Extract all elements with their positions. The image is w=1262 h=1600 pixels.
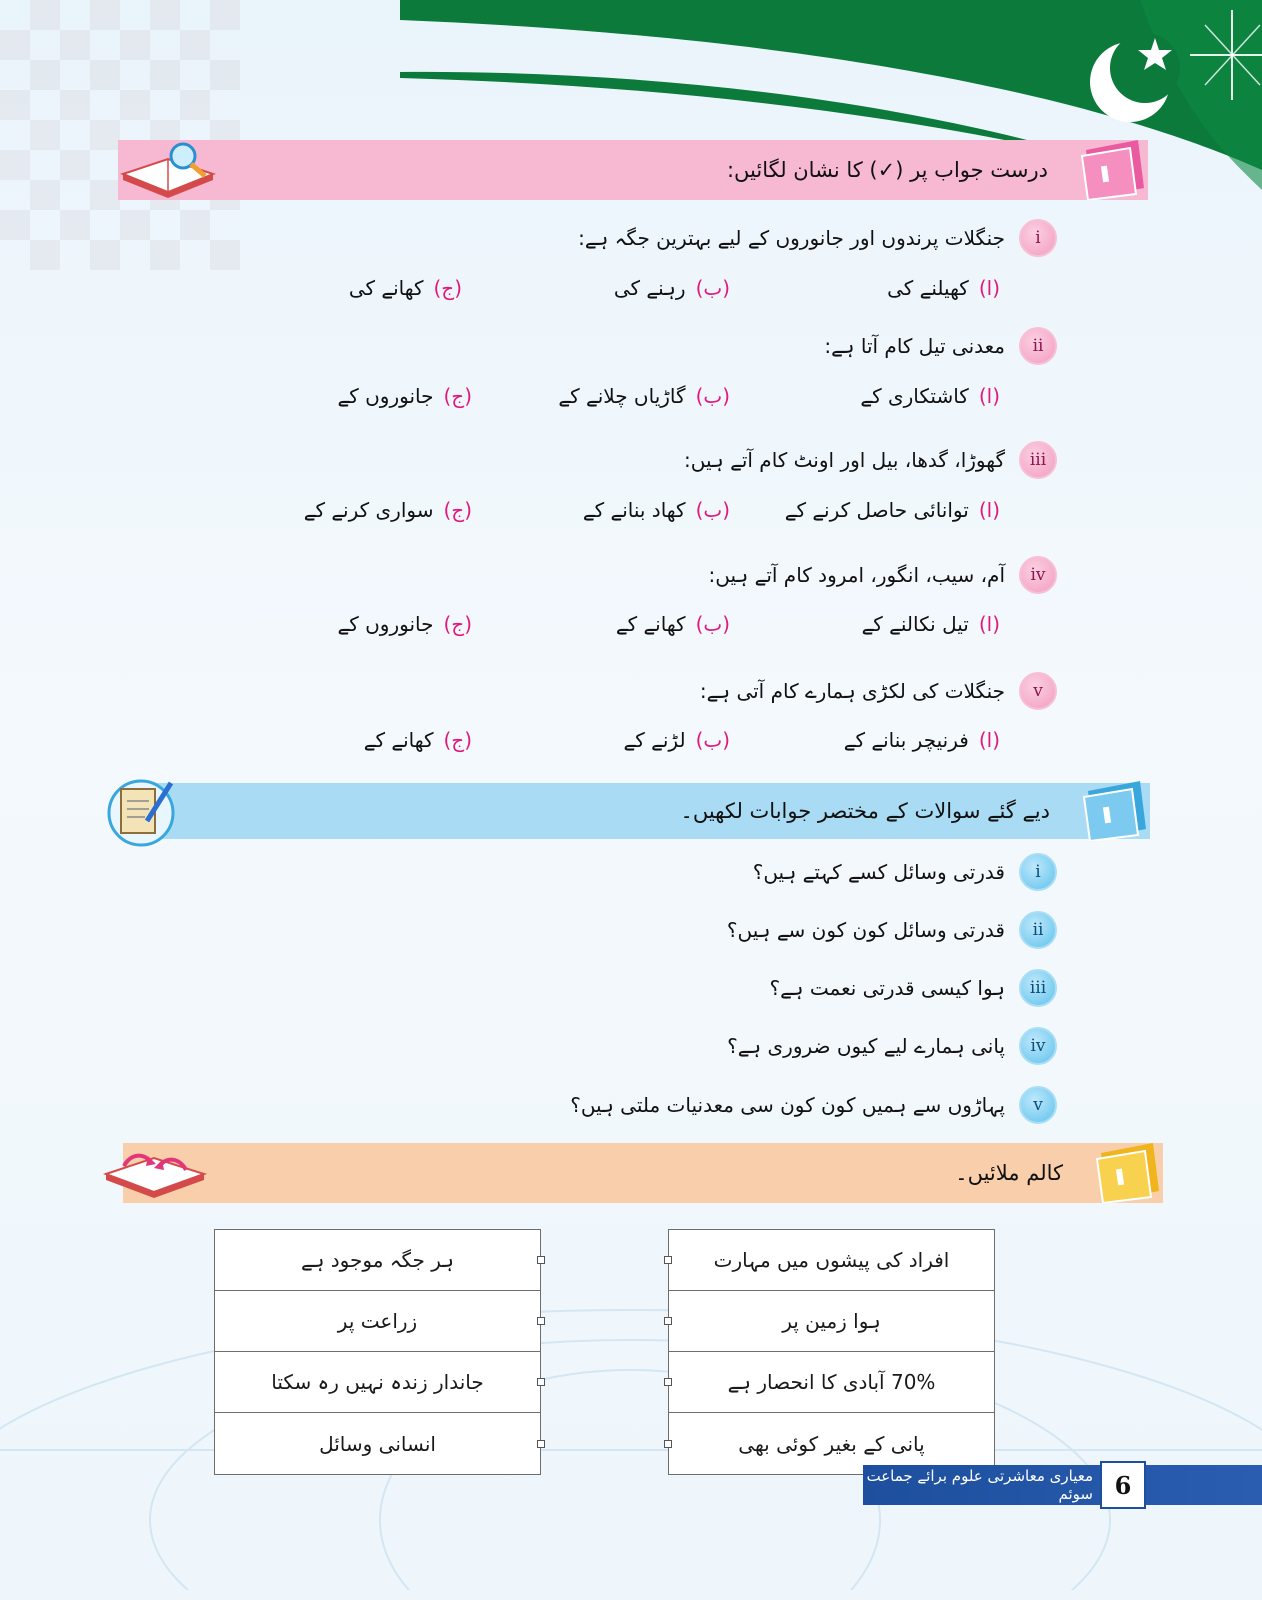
option-a[interactable] [844, 728, 1000, 752]
option-a[interactable] [860, 384, 1000, 408]
folder-icon [1078, 136, 1148, 200]
question-number-badge: iii [1019, 441, 1057, 479]
question-text: پہاڑوں سے ہمیں کون کون سی معدنیات ملتی ہیں؟ [570, 1093, 1005, 1117]
option-letter: (ب) [695, 498, 730, 522]
match-item[interactable] [669, 1291, 994, 1352]
match-item[interactable] [215, 1291, 540, 1352]
option-letter: (ج) [443, 498, 472, 522]
option-b[interactable] [614, 276, 730, 300]
globe-lines-decoration [0, 1190, 1262, 1590]
option-letter: (ا) [978, 728, 1000, 752]
option-letter: (ج) [433, 276, 462, 300]
question-text: گھوڑا، گدھا، بیل اور اونٹ کام آتے ہیں: [684, 448, 1005, 472]
option-letter: (ب) [695, 384, 730, 408]
option-text: فرنیچر بنانے کے [843, 728, 969, 752]
option-text: کاشتکاری کے [860, 384, 969, 408]
match-connector[interactable] [664, 1317, 672, 1325]
option-text: کھانے کی [348, 276, 424, 300]
option-b[interactable] [616, 612, 730, 636]
match-connector[interactable] [537, 1256, 545, 1264]
match-left-column [214, 1229, 541, 1475]
option-a[interactable] [862, 612, 1000, 636]
folder-icon [1093, 1139, 1163, 1203]
match-item[interactable] [669, 1230, 994, 1291]
short-question [727, 1027, 1057, 1065]
match-connector[interactable] [664, 1378, 672, 1386]
option-b[interactable] [558, 384, 730, 408]
question-text: آم، سیب، انگور، امرود کام آتے ہیں: [708, 563, 1005, 587]
question-number-badge: ii [1019, 911, 1057, 949]
match-item-text: ہر جگہ موجود ہے [300, 1248, 455, 1272]
short-question [570, 1086, 1057, 1124]
match-item[interactable] [215, 1352, 540, 1413]
question-text: جنگلات کی لکڑی ہمارے کام آتی ہے: [699, 679, 1005, 703]
book-magnifier-icon [113, 134, 223, 204]
option-a[interactable] [887, 276, 1000, 300]
option-letter: (ب) [695, 728, 730, 752]
section1-banner [118, 140, 1148, 200]
question-number-badge: iii [1019, 969, 1057, 1007]
section2-title: دیے گئے سوالات کے مختصر جوابات لکھیں۔ [680, 799, 1050, 823]
match-connector[interactable] [537, 1317, 545, 1325]
question-number-badge: i [1019, 853, 1057, 891]
short-question [727, 911, 1057, 949]
mcq-question [684, 441, 1057, 479]
question-number-badge: iv [1019, 1027, 1057, 1065]
option-text: جانوروں کے [337, 384, 434, 408]
option-letter: (ب) [695, 612, 730, 636]
match-connector[interactable] [537, 1440, 545, 1448]
option-b[interactable] [624, 728, 730, 752]
match-item[interactable] [669, 1352, 994, 1413]
book-arrows-icon [100, 1136, 212, 1202]
match-connector[interactable] [664, 1440, 672, 1448]
option-text: کھانے کے [363, 728, 434, 752]
option-text: کھیلنے کی [887, 276, 969, 300]
option-c[interactable] [349, 276, 462, 300]
section3-title: کالم ملائیں۔ [955, 1161, 1063, 1185]
option-text: رہنے کی [613, 276, 686, 300]
option-text: کھانے کے [615, 612, 686, 636]
question-text: قدرتی وسائل کسے کہتے ہیں؟ [752, 860, 1005, 884]
mcq-question [824, 327, 1057, 365]
question-text: قدرتی وسائل کون کون سے ہیں؟ [726, 918, 1005, 942]
option-letter: (ج) [443, 728, 472, 752]
option-b[interactable] [583, 498, 730, 522]
question-text: پانی ہمارے لیے کیوں ضروری ہے؟ [727, 1034, 1005, 1058]
option-letter: (ب) [695, 276, 730, 300]
sparkle-icon [1170, 0, 1262, 110]
section1-title: درست جواب پر (✓) کا نشان لگائیں: [726, 158, 1048, 182]
match-item-text: 70% آبادی کا انحصار ہے [727, 1370, 936, 1394]
match-item-text: انسانی وسائل [319, 1431, 436, 1456]
match-item-text: جاندار زندہ نہیں رہ سکتا [271, 1370, 484, 1394]
option-c[interactable] [338, 612, 472, 636]
option-letter: (ا) [978, 384, 1000, 408]
option-letter: (ا) [978, 612, 1000, 636]
question-number-badge: ii [1019, 327, 1057, 365]
match-item[interactable] [215, 1230, 540, 1291]
option-letter: (ج) [443, 612, 472, 636]
match-item-text: ہوا زمین پر [782, 1309, 881, 1333]
match-connector[interactable] [664, 1256, 672, 1264]
question-number-badge: i [1019, 219, 1057, 257]
mcq-question [709, 556, 1057, 594]
question-number-badge: v [1019, 1086, 1057, 1124]
match-item-text: زراعت پر [337, 1309, 418, 1333]
clipboard-pen-icon [105, 775, 180, 847]
option-text: گاڑیاں چلانے کے [558, 384, 686, 408]
option-c[interactable] [364, 728, 472, 752]
option-text: تیل نکالنے کے [861, 612, 969, 636]
match-item-text: پانی کے بغیر کوئی بھی [738, 1431, 925, 1456]
section2-banner [150, 783, 1150, 839]
option-text: لڑنے کے [623, 728, 686, 752]
option-letter: (ا) [978, 276, 1000, 300]
option-c[interactable] [304, 498, 472, 522]
mcq-question [700, 672, 1057, 710]
folder-icon [1080, 777, 1150, 841]
option-text: توانائی حاصل کرنے کے [784, 498, 969, 522]
option-text: جانوروں کے [337, 612, 434, 636]
match-connector[interactable] [537, 1378, 545, 1386]
short-question [769, 969, 1057, 1007]
mcq-question [578, 219, 1057, 257]
page-number: 6 [1100, 1461, 1146, 1509]
match-item-text: افراد کی پیشوں میں مہارت [713, 1248, 950, 1272]
short-question [753, 853, 1057, 891]
option-text: کھاد بنانے کے [582, 498, 686, 522]
option-text: سواری کرنے کے [303, 498, 434, 522]
match-right-column [668, 1229, 995, 1475]
option-letter: (ا) [978, 498, 1000, 522]
option-c[interactable] [338, 384, 472, 408]
option-letter: (ج) [443, 384, 472, 408]
question-number-badge: v [1019, 672, 1057, 710]
question-text: جنگلات پرندوں اور جانوروں کے لیے بہترین جگہ ہے: [578, 226, 1005, 250]
match-item[interactable] [215, 1413, 540, 1474]
option-a[interactable] [785, 498, 1000, 522]
question-number-badge: iv [1019, 556, 1057, 594]
question-text: ہوا کیسی قدرتی نعمت ہے؟ [769, 976, 1005, 1000]
book-title: معیاری معاشرتی علوم برائے جماعت سوئم [866, 1467, 1093, 1503]
section3-banner [123, 1143, 1163, 1203]
question-text: معدنی تیل کام آتا ہے: [824, 334, 1005, 358]
